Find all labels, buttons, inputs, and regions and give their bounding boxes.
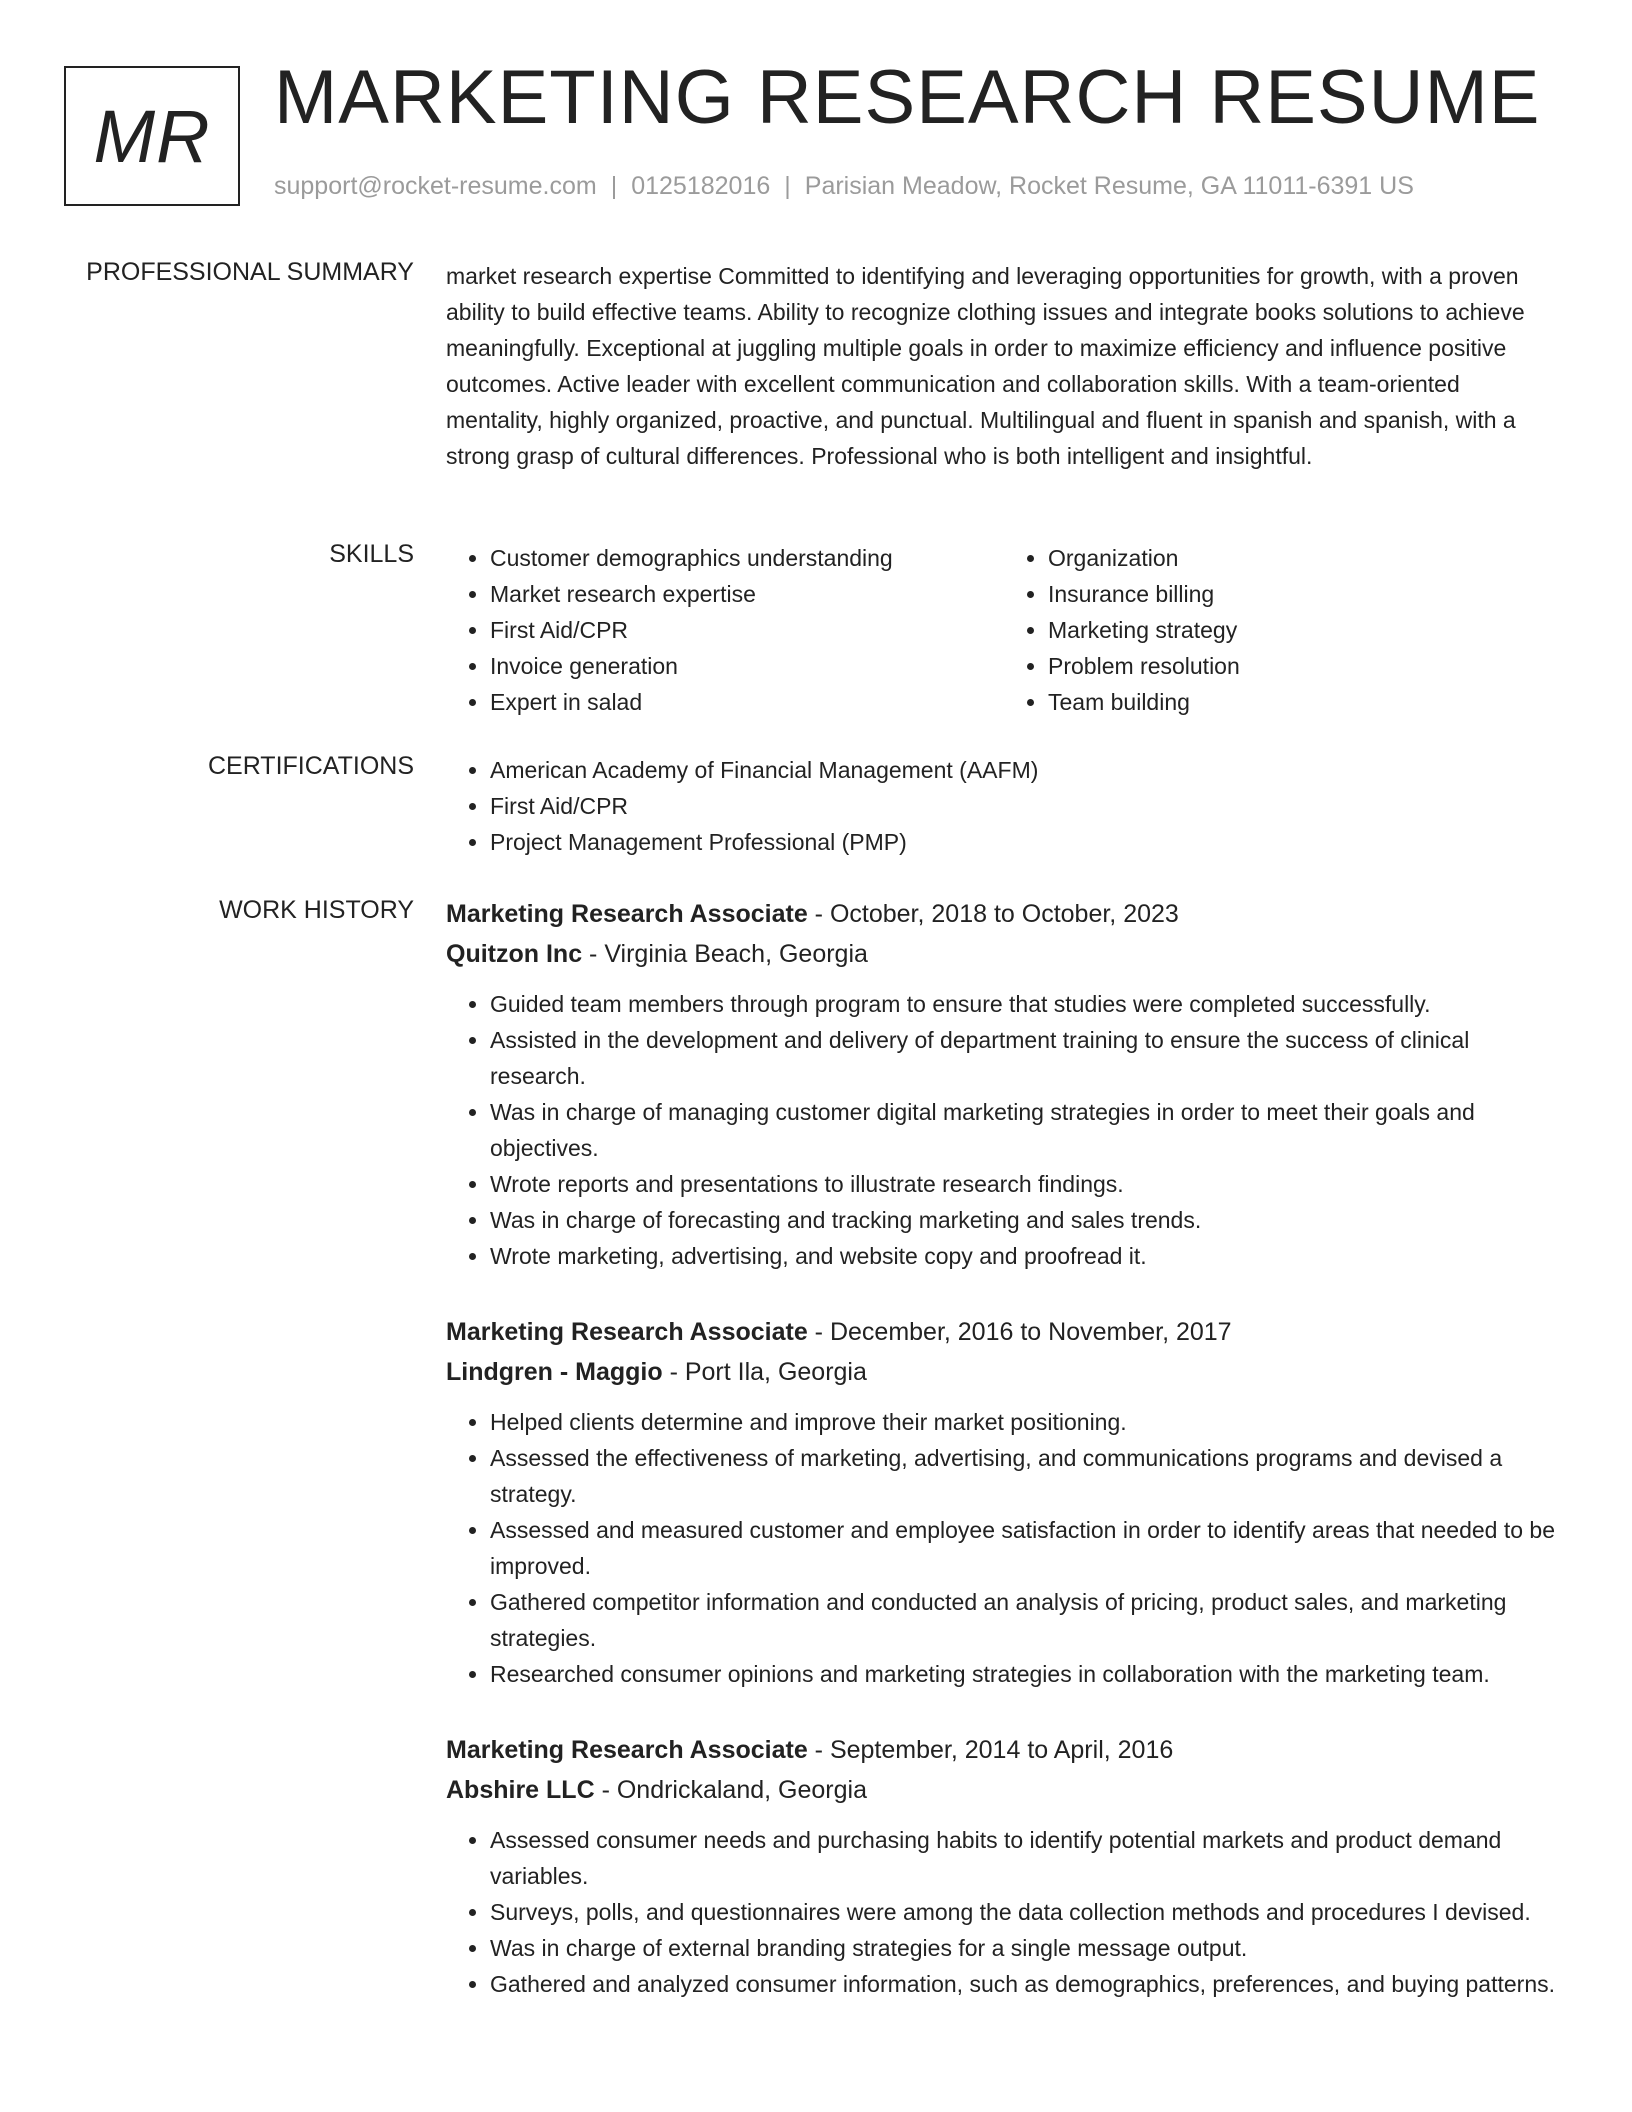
job-duty: • Researched consumer opinions and marketing strategies in collaboration with the marketing team. xyxy=(490,1656,1562,1692)
contact-phone: 0125182016 xyxy=(631,172,771,200)
job-location: - Virginia Beach, Georgia xyxy=(582,940,868,968)
job-duties-list xyxy=(446,1822,1562,2002)
skill-item: • Problem resolution xyxy=(1048,648,1562,684)
section-label-work-history: WORK HISTORY xyxy=(219,896,414,924)
job-duty: • Was in charge of managing customer digital marketing strategies in order to meet their goals and objectives. xyxy=(490,1094,1562,1166)
skills-list-right xyxy=(1004,540,1562,720)
job-duty: • Guided team members through program to ensure that studies were completed successfully. xyxy=(490,986,1562,1022)
contact-separator: | xyxy=(610,172,618,200)
certification-item: • Project Management Professional (PMP) xyxy=(490,824,1562,860)
job-duty: • Assisted in the development and delivery of department training to ensure the success of clinical research. xyxy=(490,1022,1562,1094)
section-label-summary: PROFESSIONAL SUMMARY xyxy=(86,258,414,286)
job-entry xyxy=(446,1730,1562,2002)
skills-list-left xyxy=(446,540,1004,720)
job-entry xyxy=(446,1312,1562,1692)
job-duty: • Assessed consumer needs and purchasing habits to identify potential markets and product demand variables. xyxy=(490,1822,1562,1894)
summary-text: market research expertise Committed to identifying and leveraging opportunities for growth, with a proven ability to build effective teams. Ability to recognize clothing issues and integrate books solutions to achieve meaningfully. Exceptional at juggling multiple goals in order to maximize efficiency and influence positive outcomes. Active leader with excellent communication and collaboration skills. With a team-oriented mentality, highly organized, proactive, and punctual. Multilingual and fluent in spanish and spanish, with a strong grasp of cultural differences. Professional who is both intelligent and insightful. xyxy=(446,263,1525,469)
contact-email: support@rocket-resume.com xyxy=(274,172,597,200)
skill-item: • Invoice generation xyxy=(490,648,1004,684)
job-dates: - December, 2016 to November, 2017 xyxy=(807,1318,1232,1346)
certifications-body xyxy=(446,752,1562,860)
section-label-certifications: CERTIFICATIONS xyxy=(207,752,414,780)
contact-line xyxy=(274,172,1414,201)
job-duty: • Surveys, polls, and questionnaires were among the data collection methods and procedures I devised. xyxy=(490,1894,1562,1930)
job-duty: • Was in charge of forecasting and tracking marketing and sales trends. xyxy=(490,1202,1562,1238)
job-duty: • Helped clients determine and improve their market positioning. xyxy=(490,1404,1562,1440)
skill-item: • First Aid/CPR xyxy=(490,612,1004,648)
job-duties-list xyxy=(446,986,1562,1274)
job-dates: - September, 2014 to April, 2016 xyxy=(807,1736,1174,1764)
contact-address: Parisian Meadow, Rocket Resume, GA 11011-6391 US xyxy=(804,172,1414,200)
certification-item: • First Aid/CPR xyxy=(490,788,1562,824)
skill-item: • Organization xyxy=(1048,540,1562,576)
job-duty: • Was in charge of external branding strategies for a single message output. xyxy=(490,1930,1562,1966)
job-company: Lindgren - Maggio xyxy=(446,1358,663,1386)
job-company: Abshire LLC xyxy=(446,1776,595,1804)
job-location: - Ondrickaland, Georgia xyxy=(594,1776,867,1804)
monogram-initials: MR xyxy=(93,94,211,178)
page-title: MARKETING RESEARCH RESUME xyxy=(274,55,1541,140)
job-duty: • Gathered competitor information and conducted an analysis of pricing, product sales, and marketing strategies. xyxy=(490,1584,1562,1656)
job-company-line xyxy=(446,1770,1562,1810)
certifications-list xyxy=(446,752,1562,860)
skill-item: • Marketing strategy xyxy=(1048,612,1562,648)
job-company-line xyxy=(446,1352,1562,1392)
monogram-box xyxy=(64,66,240,206)
skill-item: • Customer demographics understanding xyxy=(490,540,1004,576)
job-title: Marketing Research Associate xyxy=(446,900,808,928)
job-duty: • Assessed and measured customer and employee satisfaction in order to identify areas that needed to be improved. xyxy=(490,1512,1562,1584)
skills-columns xyxy=(446,540,1562,720)
job-title: Marketing Research Associate xyxy=(446,1736,808,1764)
job-title: Marketing Research Associate xyxy=(446,1318,808,1346)
job-duty: • Wrote reports and presentations to illustrate research findings. xyxy=(490,1166,1562,1202)
job-duty: • Assessed the effectiveness of marketing, advertising, and communications programs and devised a strategy. xyxy=(490,1440,1562,1512)
skills-body xyxy=(446,540,1562,720)
job-title-line xyxy=(446,894,1562,934)
job-duty: • Gathered and analyzed consumer information, such as demographics, preferences, and buying patterns. xyxy=(490,1966,1562,2002)
job-location: - Port Ila, Georgia xyxy=(662,1358,867,1386)
job-duties-list xyxy=(446,1404,1562,1692)
job-entry xyxy=(446,894,1562,1274)
job-company-line xyxy=(446,934,1562,974)
certification-item: • American Academy of Financial Management (AAFM) xyxy=(490,752,1562,788)
job-title-line xyxy=(446,1730,1562,1770)
skill-item: • Insurance billing xyxy=(1048,576,1562,612)
skill-item: • Expert in salad xyxy=(490,684,1004,720)
summary-body xyxy=(446,258,1562,474)
section-label-skills: SKILLS xyxy=(329,540,414,568)
skill-item: • Market research expertise xyxy=(490,576,1004,612)
job-dates: - October, 2018 to October, 2023 xyxy=(807,900,1179,928)
skill-item: • Team building xyxy=(1048,684,1562,720)
job-company: Quitzon Inc xyxy=(446,940,583,968)
job-duty: • Wrote marketing, advertising, and website copy and proofread it. xyxy=(490,1238,1562,1274)
work-history-body xyxy=(446,894,1562,2002)
contact-separator: | xyxy=(784,172,791,200)
job-title-line xyxy=(446,1312,1562,1352)
